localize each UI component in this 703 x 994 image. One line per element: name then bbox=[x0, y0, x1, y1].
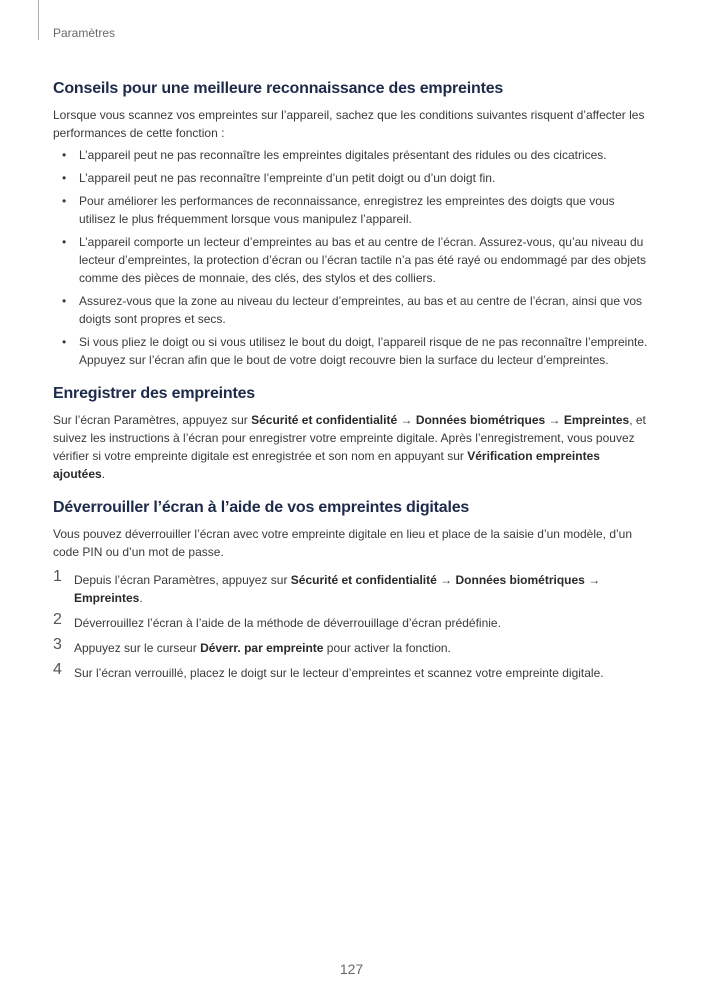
running-header: Paramètres bbox=[53, 26, 116, 40]
bullet-icon: • bbox=[62, 335, 67, 349]
text-run: Depuis l’écran Paramètres, appuyez sur bbox=[74, 573, 291, 587]
list-item-text: L’appareil peut ne pas reconnaître les empreintes digitales présentant des ridules ou des cicatrices. bbox=[79, 148, 607, 162]
step-number: 1 bbox=[53, 568, 62, 585]
page-content bbox=[53, 80, 653, 698]
section-register-text bbox=[53, 411, 653, 483]
list-item bbox=[53, 192, 653, 228]
bullet-icon: • bbox=[62, 148, 67, 162]
text-run: , et suivez les instructions à l’écran pour enregistrer votre empreinte digitale. Après l’enregistrement, vous pouvez vérifier si votre empreinte digitale est enregistrée et son nom en appuyant sur bbox=[53, 413, 646, 463]
text-run: Sur l’écran Paramètres, appuyez sur bbox=[53, 413, 252, 427]
step-text: Sur l’écran verrouillé, placez le doigt sur le lecteur d’empreintes et scannez votre empreinte digitale. bbox=[74, 666, 604, 680]
bullet-icon: • bbox=[62, 235, 67, 249]
page-number: 127 bbox=[339, 961, 364, 977]
header-side-rule bbox=[38, 0, 39, 40]
section-register bbox=[53, 385, 653, 483]
text-run: . bbox=[139, 591, 143, 605]
step-number: 4 bbox=[53, 661, 62, 678]
step-item bbox=[53, 611, 653, 632]
bullet-icon: • bbox=[62, 294, 67, 308]
menu-path-fingerprints: Empreintes bbox=[74, 591, 140, 605]
step-item bbox=[53, 636, 653, 657]
list-item-text: L’appareil peut ne pas reconnaître l’empreinte d’un petit doigt ou d’un doigt fin. bbox=[79, 171, 496, 185]
bullet-icon: • bbox=[62, 171, 67, 185]
section-unlock-title: Déverrouiller l’écran à l’aide de vos empreintes digitales bbox=[53, 499, 470, 516]
arrow-icon: → bbox=[584, 573, 601, 587]
arrow-icon: → bbox=[545, 413, 564, 427]
list-item-text: L’appareil comporte un lecteur d’empreintes au bas et au centre de l’écran. Assurez-vous, qu’au niveau du lecteur d’empreintes, la protection d’écran ou l’écran tactile n’a pas été rayé ou endommagé par des objets comme des pièces de monnaie, des clés, des stylos et des colliers. bbox=[79, 235, 646, 285]
list-item bbox=[53, 333, 653, 369]
section-register-title: Enregistrer des empreintes bbox=[53, 385, 255, 402]
text-run: . bbox=[101, 467, 106, 481]
list-item-text: Pour améliorer les performances de reconnaissance, enregistrez les empreintes des doigts que vous utilisez le plus fréquemment lorsque vous manipulez l’appareil. bbox=[79, 194, 615, 226]
menu-path-biometrics: Données biométriques bbox=[415, 413, 546, 427]
menu-path-check-fingerprints: Vérification empreintes ajoutées bbox=[53, 449, 600, 481]
list-item bbox=[53, 169, 653, 187]
step-number: 3 bbox=[53, 636, 62, 653]
step-number: 2 bbox=[53, 611, 62, 628]
text-run: Appuyez sur le curseur bbox=[74, 641, 201, 655]
bullet-icon: • bbox=[62, 194, 67, 208]
list-item-text: Si vous pliez le doigt ou si vous utilisez le bout du doigt, l’appareil risque de ne pas reconnaître l’empreinte. Appuyez sur l’écran afin que le bout de votre doigt recouvre bien la surface du lecteur d’empreintes. bbox=[79, 335, 648, 367]
list-item bbox=[53, 146, 653, 164]
step-item bbox=[53, 661, 653, 682]
tips-list bbox=[53, 146, 653, 369]
list-item bbox=[53, 233, 653, 287]
menu-path-biometrics: Données biométriques bbox=[455, 573, 585, 587]
arrow-icon: → bbox=[397, 413, 416, 427]
step-text: Déverrouillez l’écran à l’aide de la méthode de déverrouillage d’écran prédéfinie. bbox=[74, 616, 501, 630]
unlock-steps bbox=[53, 568, 653, 682]
section-unlock bbox=[53, 499, 653, 682]
arrow-icon: → bbox=[436, 573, 456, 587]
section-tips-intro: Lorsque vous scannez vos empreintes sur l’appareil, sachez que les conditions suivantes risquent d’affecter les performances de cette fonction : bbox=[53, 108, 645, 140]
section-tips bbox=[53, 80, 653, 369]
menu-path-security: Sécurité et confidentialité bbox=[290, 573, 437, 587]
menu-path-security: Sécurité et confidentialité bbox=[251, 413, 398, 427]
list-item-text: Assurez-vous que la zone au niveau du lecteur d’empreintes, au bas et au centre de l’écran, ainsi que vos doigts sont propres et secs. bbox=[79, 294, 643, 326]
section-tips-title: Conseils pour une meilleure reconnaissance des empreintes bbox=[53, 80, 504, 97]
step-item bbox=[53, 568, 653, 607]
section-unlock-intro: Vous pouvez déverrouiller l’écran avec votre empreinte digitale en lieu et place de la saisie d’un modèle, d’un code PIN ou d’un mot de passe. bbox=[53, 527, 633, 559]
menu-path-fingerprints: Empreintes bbox=[563, 413, 630, 427]
list-item bbox=[53, 292, 653, 328]
text-run: pour activer la fonction. bbox=[323, 641, 451, 655]
fingerprint-unlock-switch-label: Déverr. par empreinte bbox=[200, 641, 324, 655]
